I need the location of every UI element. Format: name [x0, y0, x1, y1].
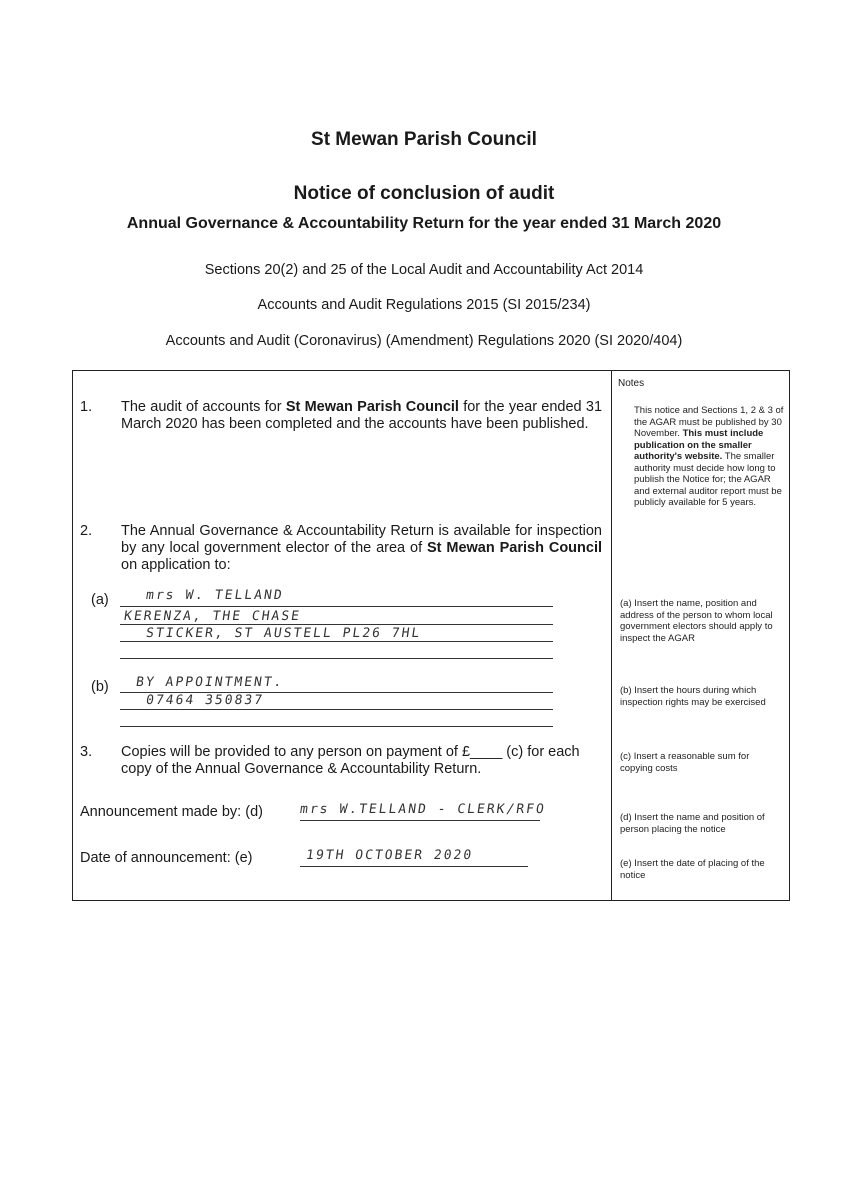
note-a: (a) Insert the name, position and address of the person to whom local government electors should apply to inspect the AGAR: [620, 598, 773, 644]
legislation-line: Sections 20(2) and 25 of the Local Audit and Accountability Act 2014: [204, 262, 644, 278]
handwritten-hours: BY APPOINTMENT.: [134, 675, 285, 690]
fill-line: [300, 866, 528, 867]
handwritten-name: mrs W. TELLAND: [144, 588, 285, 603]
item-1-text: The audit of accounts for St Mewan Parish Council for the year ended 31 March 2020 has been completed and the accounts have been published.: [121, 399, 603, 432]
council-name: St Mewan Parish Council: [311, 129, 537, 150]
note-d: (d) Insert the name and position of person placing the notice: [620, 812, 765, 835]
handwritten-address: STICKER, ST AUSTELL PL26 7HL: [144, 626, 423, 641]
legislation-line: Accounts and Audit (Coronavirus) (Amendment) Regulations 2020 (SI 2020/404): [165, 333, 683, 349]
item-3-text: Copies will be provided to any person on payment of £____ (c) for each copy of the Annual Governance & Accountability Return.: [121, 744, 580, 777]
sub-label-b: (b): [91, 679, 109, 695]
handwritten-address: KERENZA, THE CHASE: [122, 609, 302, 624]
fill-line: [120, 726, 553, 727]
handwritten-announcer: mrs W.TELLAND - CLERK/RFO: [298, 802, 547, 817]
item-number: 1.: [80, 399, 93, 415]
note-b: (b) Insert the hours during which inspection rights may be exercised: [620, 685, 766, 708]
item-number: 2.: [80, 523, 93, 539]
handwritten-date: 19TH OCTOBER 2020: [304, 848, 475, 863]
handwritten-phone: 07464 350837: [144, 693, 265, 708]
announcement-date-label: Date of announcement: (e): [80, 850, 253, 866]
fill-line: [120, 709, 553, 710]
fill-line: [120, 658, 553, 659]
item-2-text: The Annual Governance & Accountability Return is available for inspection by any local government elector of the area of St Mewan Parish Council on application to:: [121, 523, 603, 573]
note-c: (c) Insert a reasonable sum for copying costs: [620, 751, 750, 774]
item-number: 3.: [80, 744, 93, 760]
agar-title: Annual Governance & Accountability Return for the year ended 31 March 2020: [126, 215, 722, 232]
fill-line: [120, 624, 553, 625]
notice-title: Notice of conclusion of audit: [293, 183, 555, 204]
announcement-by-label: Announcement made by: (d): [80, 804, 263, 820]
notes-heading: Notes: [618, 378, 645, 389]
column-divider: [611, 370, 612, 901]
fill-line: [120, 606, 553, 607]
fill-line: [300, 820, 540, 821]
sub-label-a: (a): [91, 592, 109, 608]
note-main: This notice and Sections 1, 2 & 3 of the AGAR must be published by 30 November. This must include publication on the smaller authority's website. The smaller authority must decide how long to publish the Notice for; the AGAR and external auditor report must be publicly available for 5 years.: [634, 405, 784, 508]
fill-line: [120, 641, 553, 642]
note-e: (e) Insert the date of placing of the notice: [620, 858, 765, 881]
legislation-line: Accounts and Audit Regulations 2015 (SI 2015/234): [257, 297, 591, 313]
